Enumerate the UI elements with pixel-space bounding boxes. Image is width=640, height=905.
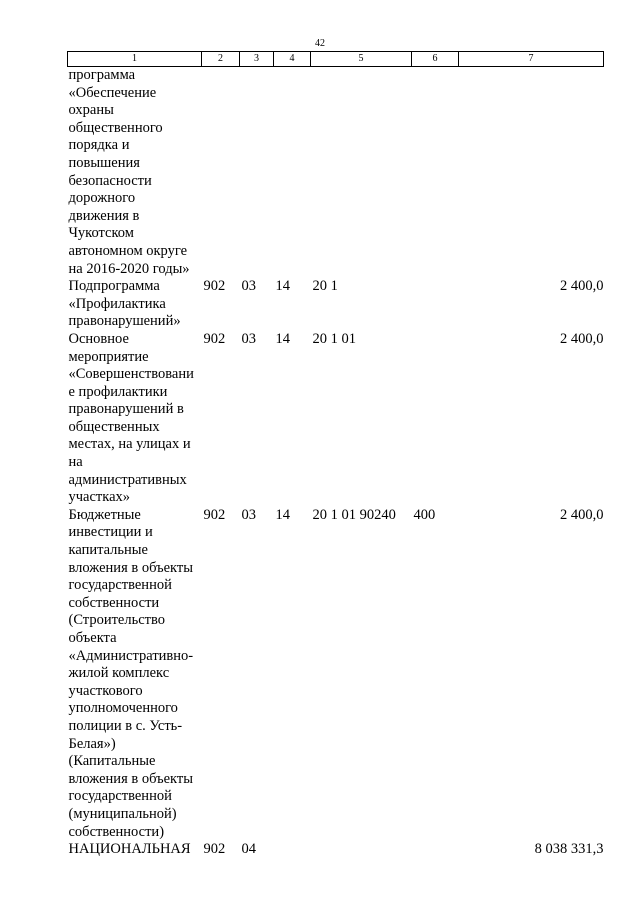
- admin-code-cell: [202, 67, 240, 279]
- column-header-7: 7: [459, 52, 604, 67]
- section-code-cell: 04: [241, 841, 256, 858]
- admin-code-cell: 902: [203, 278, 226, 295]
- column-header-3: 3: [240, 52, 274, 67]
- column-header-6: 6: [412, 52, 459, 67]
- header-row: [68, 52, 604, 67]
- subsection-code-cell: [274, 841, 311, 859]
- target-code-cell: [311, 841, 412, 859]
- table-row: [68, 67, 604, 279]
- column-header-5: 5: [311, 52, 412, 67]
- amount-cell: 8 038 331,3: [534, 841, 604, 858]
- section-code-cell: [240, 67, 274, 279]
- page-number: 42: [315, 38, 325, 49]
- row-name-cell: НАЦИОНАЛЬНАЯ: [68, 841, 191, 858]
- target-code-cell: [311, 67, 412, 279]
- column-number-header: [68, 52, 604, 67]
- row-name-cell: Бюджетные инвестиции и капитальные вложения в объекты государственной собственности (Строительство объекта «Административно- жилой комплекс участкового уполномоченного полиции в с. Усть- Белая») (Капитальные вложения в объекты государственной (муниципальной) собственности): [68, 506, 194, 840]
- amount-cell: 2 400,0: [560, 506, 604, 523]
- amount-cell: [459, 67, 604, 279]
- expense-type-cell: [412, 841, 459, 859]
- expense-type-cell: 400: [413, 506, 436, 523]
- subsection-code-cell: [274, 67, 311, 279]
- table-row: [68, 278, 604, 331]
- amount-cell: 2 400,0: [560, 278, 604, 295]
- section-code-cell: 03: [241, 330, 256, 347]
- column-header-4: 4: [274, 52, 311, 67]
- subsection-code-cell: 14: [275, 506, 290, 523]
- target-code-cell: 20 1 01: [312, 330, 356, 347]
- target-code-cell: 20 1: [312, 278, 338, 295]
- row-name-cell: программа «Обеспечение охраны общественного порядка и повышения безопасности дорожного движения в Чукотском автономном округе на 2016-2020 годы»: [68, 67, 190, 277]
- subsection-code-cell: 14: [275, 330, 290, 347]
- expense-type-cell: [412, 278, 459, 331]
- table-row: [68, 507, 604, 841]
- admin-code-cell: 902: [203, 841, 226, 858]
- amount-cell: 2 400,0: [560, 330, 604, 347]
- expense-type-cell: [412, 331, 459, 507]
- table-row: [68, 841, 604, 859]
- table-row: [68, 331, 604, 507]
- admin-code-cell: 902: [203, 330, 226, 347]
- row-name-cell: Основное мероприятие «Совершенствовани е профилактики правонарушений в общественных местах, на улицах и на административных участках»: [68, 330, 194, 506]
- subsection-code-cell: 14: [275, 278, 290, 295]
- column-header-2: 2: [202, 52, 240, 67]
- row-name-cell: Подпрограмма «Профилактика правонарушений»: [68, 278, 181, 330]
- admin-code-cell: 902: [203, 506, 226, 523]
- section-code-cell: 03: [241, 506, 256, 523]
- target-code-cell: 20 1 01 90240: [312, 506, 396, 523]
- column-header-1: 1: [68, 52, 202, 67]
- expense-type-cell: [412, 67, 459, 279]
- section-code-cell: 03: [241, 278, 256, 295]
- budget-table: [67, 51, 604, 859]
